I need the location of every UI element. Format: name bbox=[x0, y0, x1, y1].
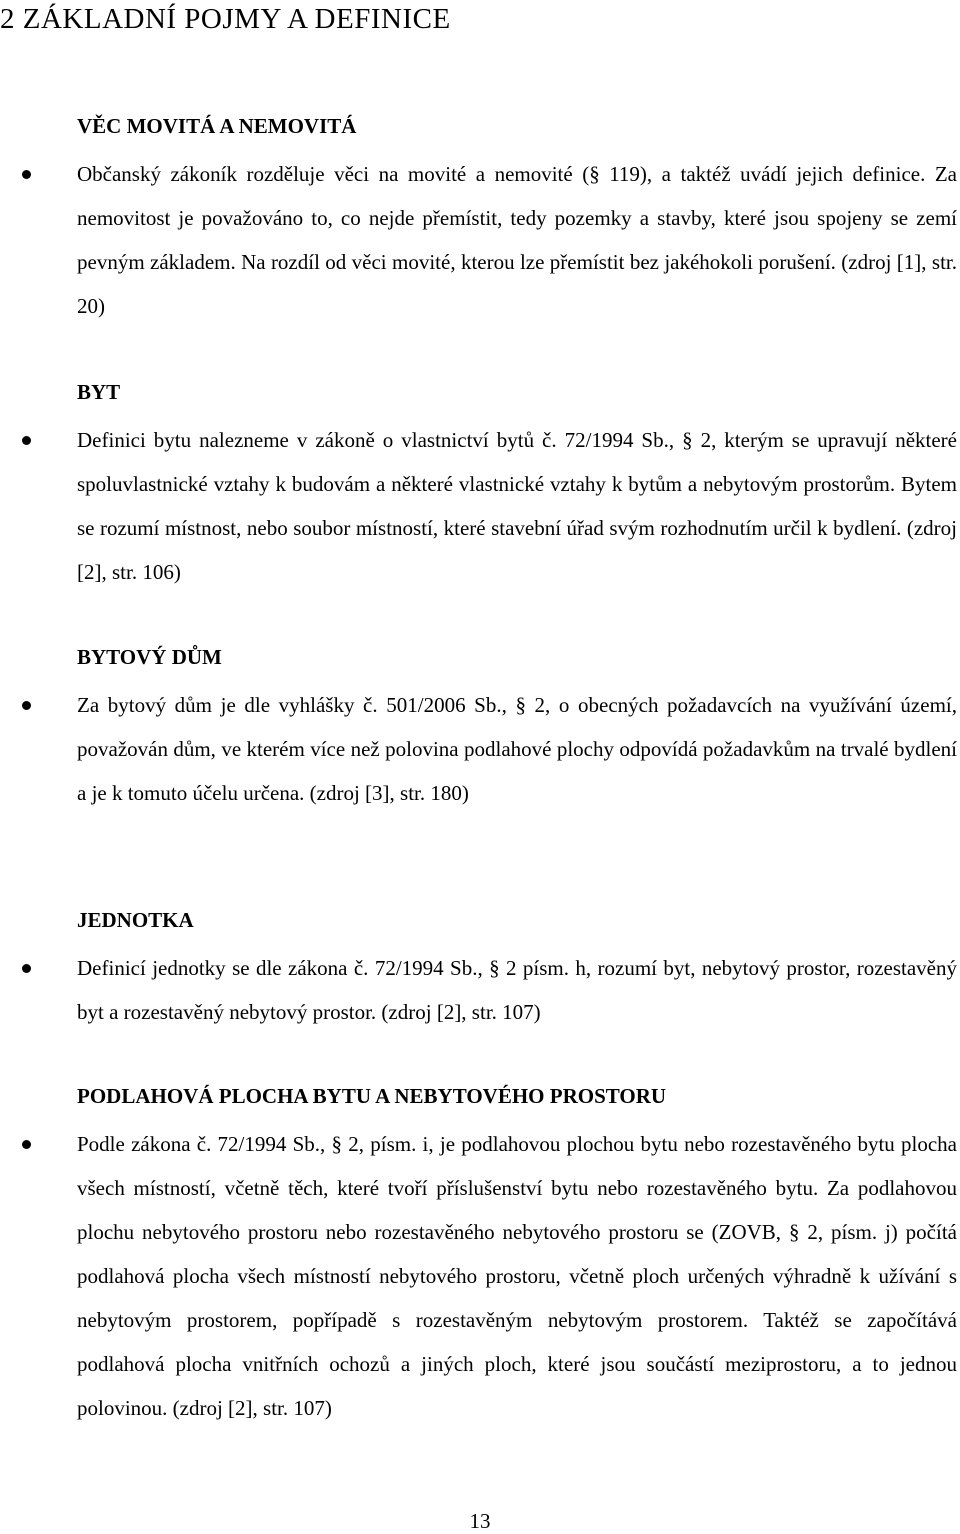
section-heading: VĚC MOVITÁ A NEMOVITÁ bbox=[77, 114, 357, 138]
section-heading: BYTOVÝ DŮM bbox=[77, 645, 222, 669]
section-text: Podle zákona č. 72/1994 Sb., § 2, písm. i, je podlahovou plochou bytu nebo rozestavěného bytu plocha všech místností, včetně těch, které tvoří příslušenství bytu nebo rozestavěného bytu. Za podlahovou plochu nebytového prostoru nebo rozestavěného nebytového prostoru se (ZOVB, § 2, písm. j) počítá podlahová plocha všech místností nebytového prostoru, včetně ploch určených výhradně k užívání s nebytovým prostorem, popřípadě s rozestavěným nebytovým prostorem. Taktéž se započítává podlahová plocha vnitřních ochozů a jiných ploch, které jsou součástí meziprostoru, a to jednou polovinou. (zdroj [2], str. 107) bbox=[77, 1132, 957, 1420]
bullet-icon bbox=[22, 1140, 31, 1149]
section-text: Definicí jednotky se dle zákona č. 72/1994 Sb., § 2 písm. h, rozumí byt, nebytový prostor, rozestavěný byt a rozestavěný nebytový prostor. (zdroj [2], str. 107) bbox=[77, 956, 957, 1024]
section-text: Definici bytu nalezneme v zákoně o vlastnictví bytů č. 72/1994 Sb., § 2, kterým se upravují některé spoluvlastnické vztahy k budovám a některé vlastnické vztahy k bytům a nebytovým prostorům. Bytem se rozumí místnost, nebo soubor místností, které stavební úřad svým rozhodnutím určil k bydlení. (zdroj [2], str. 106) bbox=[77, 428, 957, 584]
bullet-icon bbox=[22, 170, 31, 179]
page-number: 13 bbox=[469, 1509, 491, 1533]
section-heading: BYT bbox=[77, 380, 121, 404]
chapter-title: 2 ZÁKLADNÍ POJMY A DEFINICE bbox=[0, 3, 451, 35]
section-heading: PODLAHOVÁ PLOCHA BYTU A NEBYTOVÉHO PROSTORU bbox=[77, 1084, 667, 1108]
bullet-icon bbox=[22, 701, 31, 710]
bullet-icon bbox=[22, 964, 31, 973]
bullet-icon bbox=[22, 436, 31, 445]
section-heading: JEDNOTKA bbox=[77, 908, 194, 932]
section-text: Za bytový dům je dle vyhlášky č. 501/2006 Sb., § 2, o obecných požadavcích na využívání území, považován dům, ve kterém více než polovina podlahové plochy odpovídá požadavkům na trvalé bydlení a je k tomuto účelu určena. (zdroj [3], str. 180) bbox=[77, 693, 957, 805]
section-text: Občanský zákoník rozděluje věci na movité a nemovité (§ 119), a taktéž uvádí jejich definice. Za nemovitost je považováno to, co nejde přemístit, tedy pozemky a stavby, které jsou spojeny se zemí pevným základem. Na rozdíl od věci movité, kterou lze přemístit bez jakéhokoli porušení. (zdroj [1], str. 20) bbox=[77, 162, 957, 318]
